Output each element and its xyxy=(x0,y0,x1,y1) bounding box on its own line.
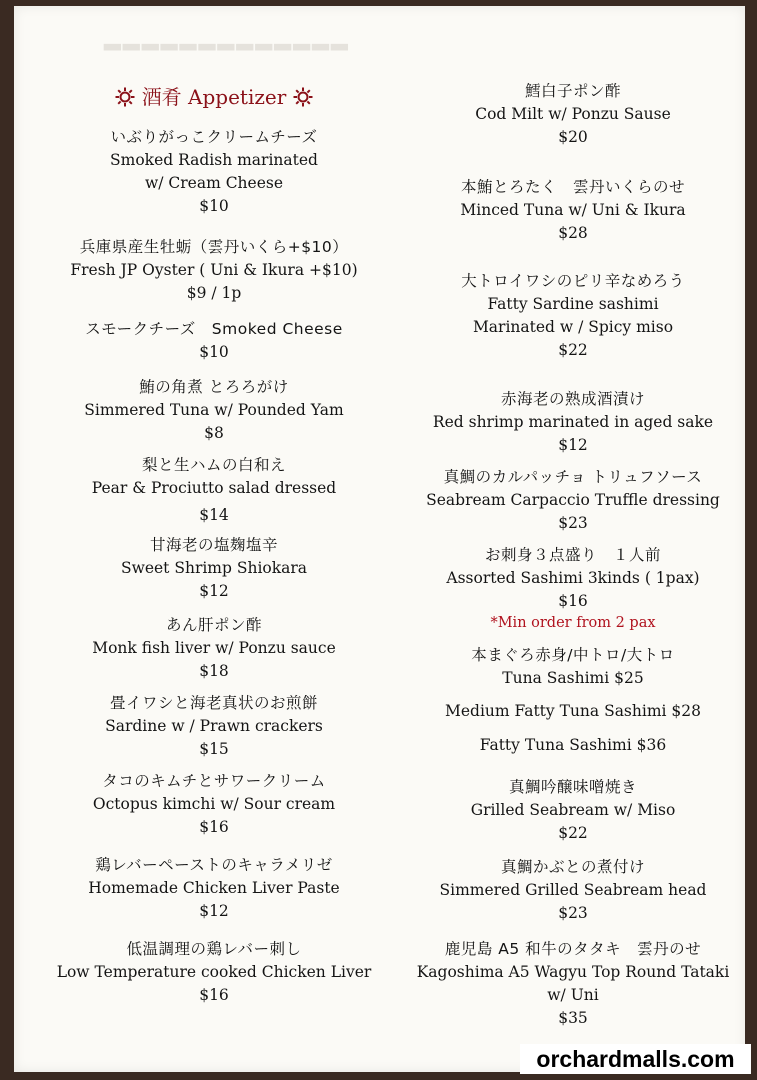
item-price: $20 xyxy=(558,128,588,146)
item-price: $10 xyxy=(199,343,229,361)
left-column xyxy=(34,6,394,1072)
min-order-note: *Min order from 2 pax xyxy=(490,615,656,631)
item-name-en: Simmered Tuna w/ Pounded Yam xyxy=(84,401,344,419)
menu-item xyxy=(34,854,394,922)
item-name-jp: 赤海老の熟成酒漬け xyxy=(500,390,645,408)
menu-item xyxy=(408,776,738,844)
menu-item xyxy=(408,734,738,757)
item-price: $23 xyxy=(558,904,588,922)
menu-item xyxy=(34,770,394,838)
menu-item xyxy=(34,534,394,602)
item-name-en: Minced Tuna w/ Uni & Ikura xyxy=(460,201,686,219)
right-column xyxy=(408,6,738,1072)
item-name-jp: 鹿児島 A5 和牛のタタキ 雲丹のせ xyxy=(444,940,702,958)
menu-item xyxy=(34,318,394,363)
faded-print-mark: ▂▂▂▂▂▂▂▂▂▂▂▂▂ xyxy=(104,26,350,51)
item-name-jp: 真鯛のカルパッチョ トリュフソース xyxy=(443,468,703,486)
item-name-jp: あん肝ポン酢 xyxy=(165,616,262,634)
item-price: $9 / 1p xyxy=(186,284,242,302)
section-title xyxy=(34,82,394,112)
item-price: $18 xyxy=(199,662,229,680)
item-name-en: Fatty Sardine sashimi xyxy=(487,295,659,313)
item-name-en: Medium Fatty Tuna Sashimi $28 xyxy=(444,702,701,720)
menu-page xyxy=(14,6,745,1072)
item-name-en: Simmered Grilled Seabream head xyxy=(439,881,707,899)
item-price: $16 xyxy=(558,592,588,610)
menu-item xyxy=(34,236,394,304)
item-name-jp: 畳イワシと海老真状のお煎餅 xyxy=(109,694,318,712)
item-name-en: Sardine w / Prawn crackers xyxy=(105,717,323,735)
item-name-jp: 鮪の角煮 とろろがけ xyxy=(139,378,289,396)
item-price: $12 xyxy=(558,436,588,454)
item-name-en: Homemade Chicken Liver Paste xyxy=(88,879,340,897)
item-name-jp: 真鯛かぶとの煮付け xyxy=(500,858,645,876)
item-name-en: Low Temperature cooked Chicken Liver xyxy=(56,963,372,981)
item-name-en: Octopus kimchi w/ Sour cream xyxy=(92,795,336,813)
section-title-en: Appetizer xyxy=(188,85,287,109)
menu-item xyxy=(34,938,394,1006)
item-price: $22 xyxy=(558,341,588,359)
menu-item xyxy=(408,388,738,456)
item-name-en: Marinated w / Spicy miso xyxy=(472,318,674,336)
menu-item xyxy=(34,376,394,444)
item-name-jp: 大トロイワシのピリ辛なめろう xyxy=(461,272,685,290)
item-name-en: Smoked Radish marinated xyxy=(110,151,318,169)
item-name-jp: 兵庫県産生牡蛎（雲丹いくら+$10） xyxy=(79,238,349,256)
item-name-jp: 鱈白子ポン酢 xyxy=(524,82,621,100)
item-price: $12 xyxy=(199,582,229,600)
item-price: $16 xyxy=(199,986,229,1004)
item-name-jp: 本鮪とろたく 雲丹いくらのせ xyxy=(460,178,685,196)
item-name-jp: 真鯛吟醸味噌焼き xyxy=(508,778,637,796)
item-name-jp: 甘海老の塩麹塩辛 xyxy=(149,536,278,554)
item-price: $16 xyxy=(199,818,229,836)
item-name-jp: いぶりがっこクリームチーズ xyxy=(110,128,318,146)
item-price: $12 xyxy=(199,902,229,920)
item-name-jp: スモークチーズ Smoked Cheese xyxy=(85,320,343,338)
item-price: $14 xyxy=(199,506,229,524)
menu-item xyxy=(408,270,738,361)
item-name-jp: 鶏レバーペーストのキャラメリゼ xyxy=(95,856,333,874)
menu-item xyxy=(408,644,738,690)
item-name-en: Sweet Shrimp Shiokara xyxy=(120,559,308,577)
item-price: $15 xyxy=(199,740,229,758)
site-watermark: orchardmalls.com xyxy=(520,1044,751,1074)
item-name-en: Seabream Carpaccio Truffle dressing xyxy=(426,491,720,509)
item-name-en: Assorted Sashimi 3kinds ( 1pax) xyxy=(446,569,700,587)
item-name-jp: タコのキムチとサワークリーム xyxy=(102,772,326,790)
item-name-en: Fatty Tuna Sashimi $36 xyxy=(479,736,667,754)
item-name-en: Cod Milt w/ Ponzu Sause xyxy=(475,105,671,123)
sun-icon xyxy=(293,87,313,107)
item-name-jp: 低温調理の鶏レバー刺し xyxy=(126,940,302,958)
menu-item xyxy=(34,126,394,217)
item-name-en: Grilled Seabream w/ Miso xyxy=(470,801,676,819)
menu-item xyxy=(34,692,394,760)
menu-item xyxy=(408,856,738,924)
menu-item xyxy=(408,80,738,148)
item-name-jp: 梨と生ハムの白和え xyxy=(141,456,286,474)
menu-item xyxy=(408,938,738,1029)
item-name-jp: お刺身３点盛り １人前 xyxy=(484,546,661,564)
item-name-en: Tuna Sashimi $25 xyxy=(502,669,644,687)
section-title-jp: 酒肴 xyxy=(141,85,182,109)
menu-item xyxy=(34,614,394,682)
item-price: $8 xyxy=(204,424,224,442)
item-name-en: Monk fish liver w/ Ponzu sauce xyxy=(92,639,336,657)
item-name-en: Kagoshima A5 Wagyu Top Round Tataki xyxy=(416,963,730,981)
menu-item xyxy=(408,176,738,244)
menu-item xyxy=(34,454,394,526)
menu-item xyxy=(408,466,738,534)
menu-item xyxy=(408,700,738,723)
item-price: $10 xyxy=(199,197,229,215)
item-name-en: Red shrimp marinated in aged sake xyxy=(432,413,714,431)
item-name-en: w/ Cream Cheese xyxy=(144,174,284,192)
item-name-en: Fresh JP Oyster ( Uni & Ikura +$10) xyxy=(70,261,358,279)
menu-item xyxy=(408,544,738,634)
sun-icon xyxy=(115,87,135,107)
item-name-en: Pear & Prociutto salad dressed xyxy=(91,479,337,497)
item-name-jp: 本まぐろ赤身/中トロ/大トロ xyxy=(471,646,675,664)
item-price: $22 xyxy=(558,824,588,842)
item-name-en: w/ Uni xyxy=(547,986,599,1004)
item-price: $35 xyxy=(558,1009,588,1027)
item-price: $28 xyxy=(558,224,588,242)
item-price: $23 xyxy=(558,514,588,532)
